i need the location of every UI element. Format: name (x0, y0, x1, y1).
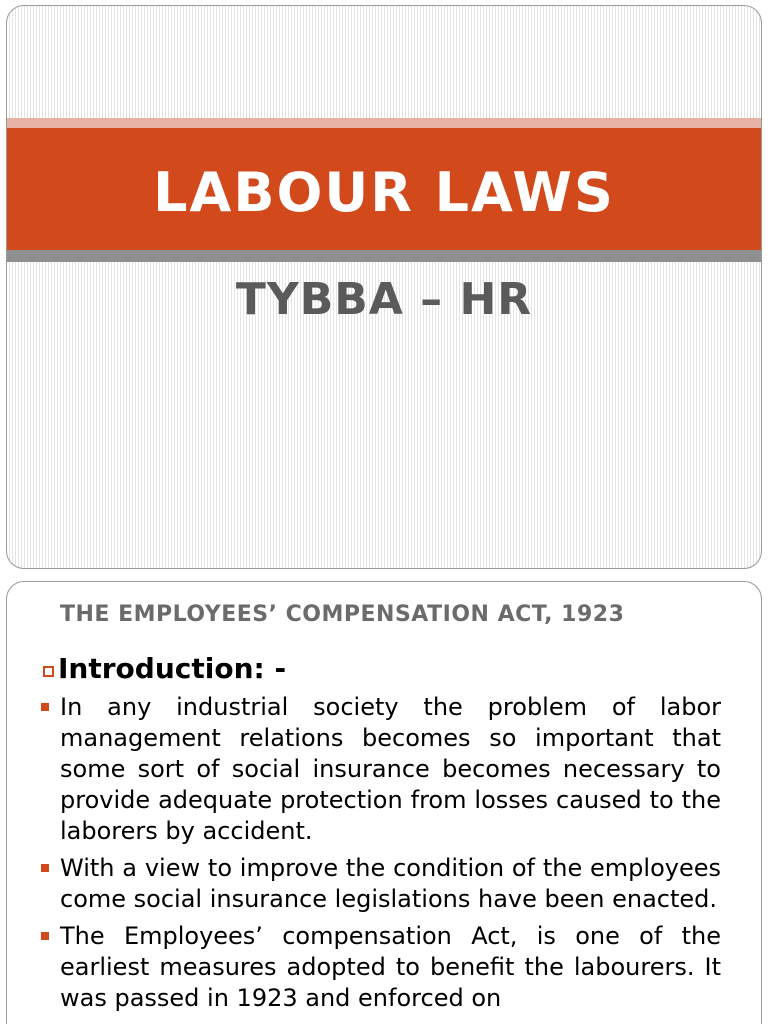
intro-heading-row (43, 652, 286, 685)
square-bullet-icon (41, 864, 49, 872)
list-item (41, 921, 721, 1014)
title-slide (6, 5, 762, 569)
bullet-text: With a view to improve the condition of the employees come social insurance legislations have been enacted. (60, 854, 721, 913)
bullet-text: The Employees’ compensation Act, is one of the earliest measures adopted to benefit the labourers. It was passed in 1923 and enforced on (60, 922, 721, 1012)
bullet-text: In any industrial society the problem of labor management relations becomes so important that some sort of social insurance becomes necessary to provide adequate protection from losses caused to the laborers by accident. (60, 693, 721, 845)
title-band (7, 128, 761, 250)
slide-title: LABOUR LAWS (153, 160, 615, 224)
square-bullet-icon (41, 932, 49, 940)
title-band-accent-top (7, 118, 761, 128)
slide-heading: THE EMPLOYEES’ COMPENSATION ACT, 1923 (60, 602, 625, 627)
slide-subtitle: TYBBA – HR (235, 274, 533, 325)
square-bullet-icon (41, 703, 49, 711)
checkbox-bullet-icon (43, 666, 54, 677)
content-slide (6, 581, 762, 1024)
title-band-accent-bottom (7, 250, 761, 262)
intro-label: Introduction: - (58, 652, 287, 685)
bullet-list (41, 692, 721, 1020)
list-item (41, 853, 721, 915)
list-item (41, 692, 721, 847)
